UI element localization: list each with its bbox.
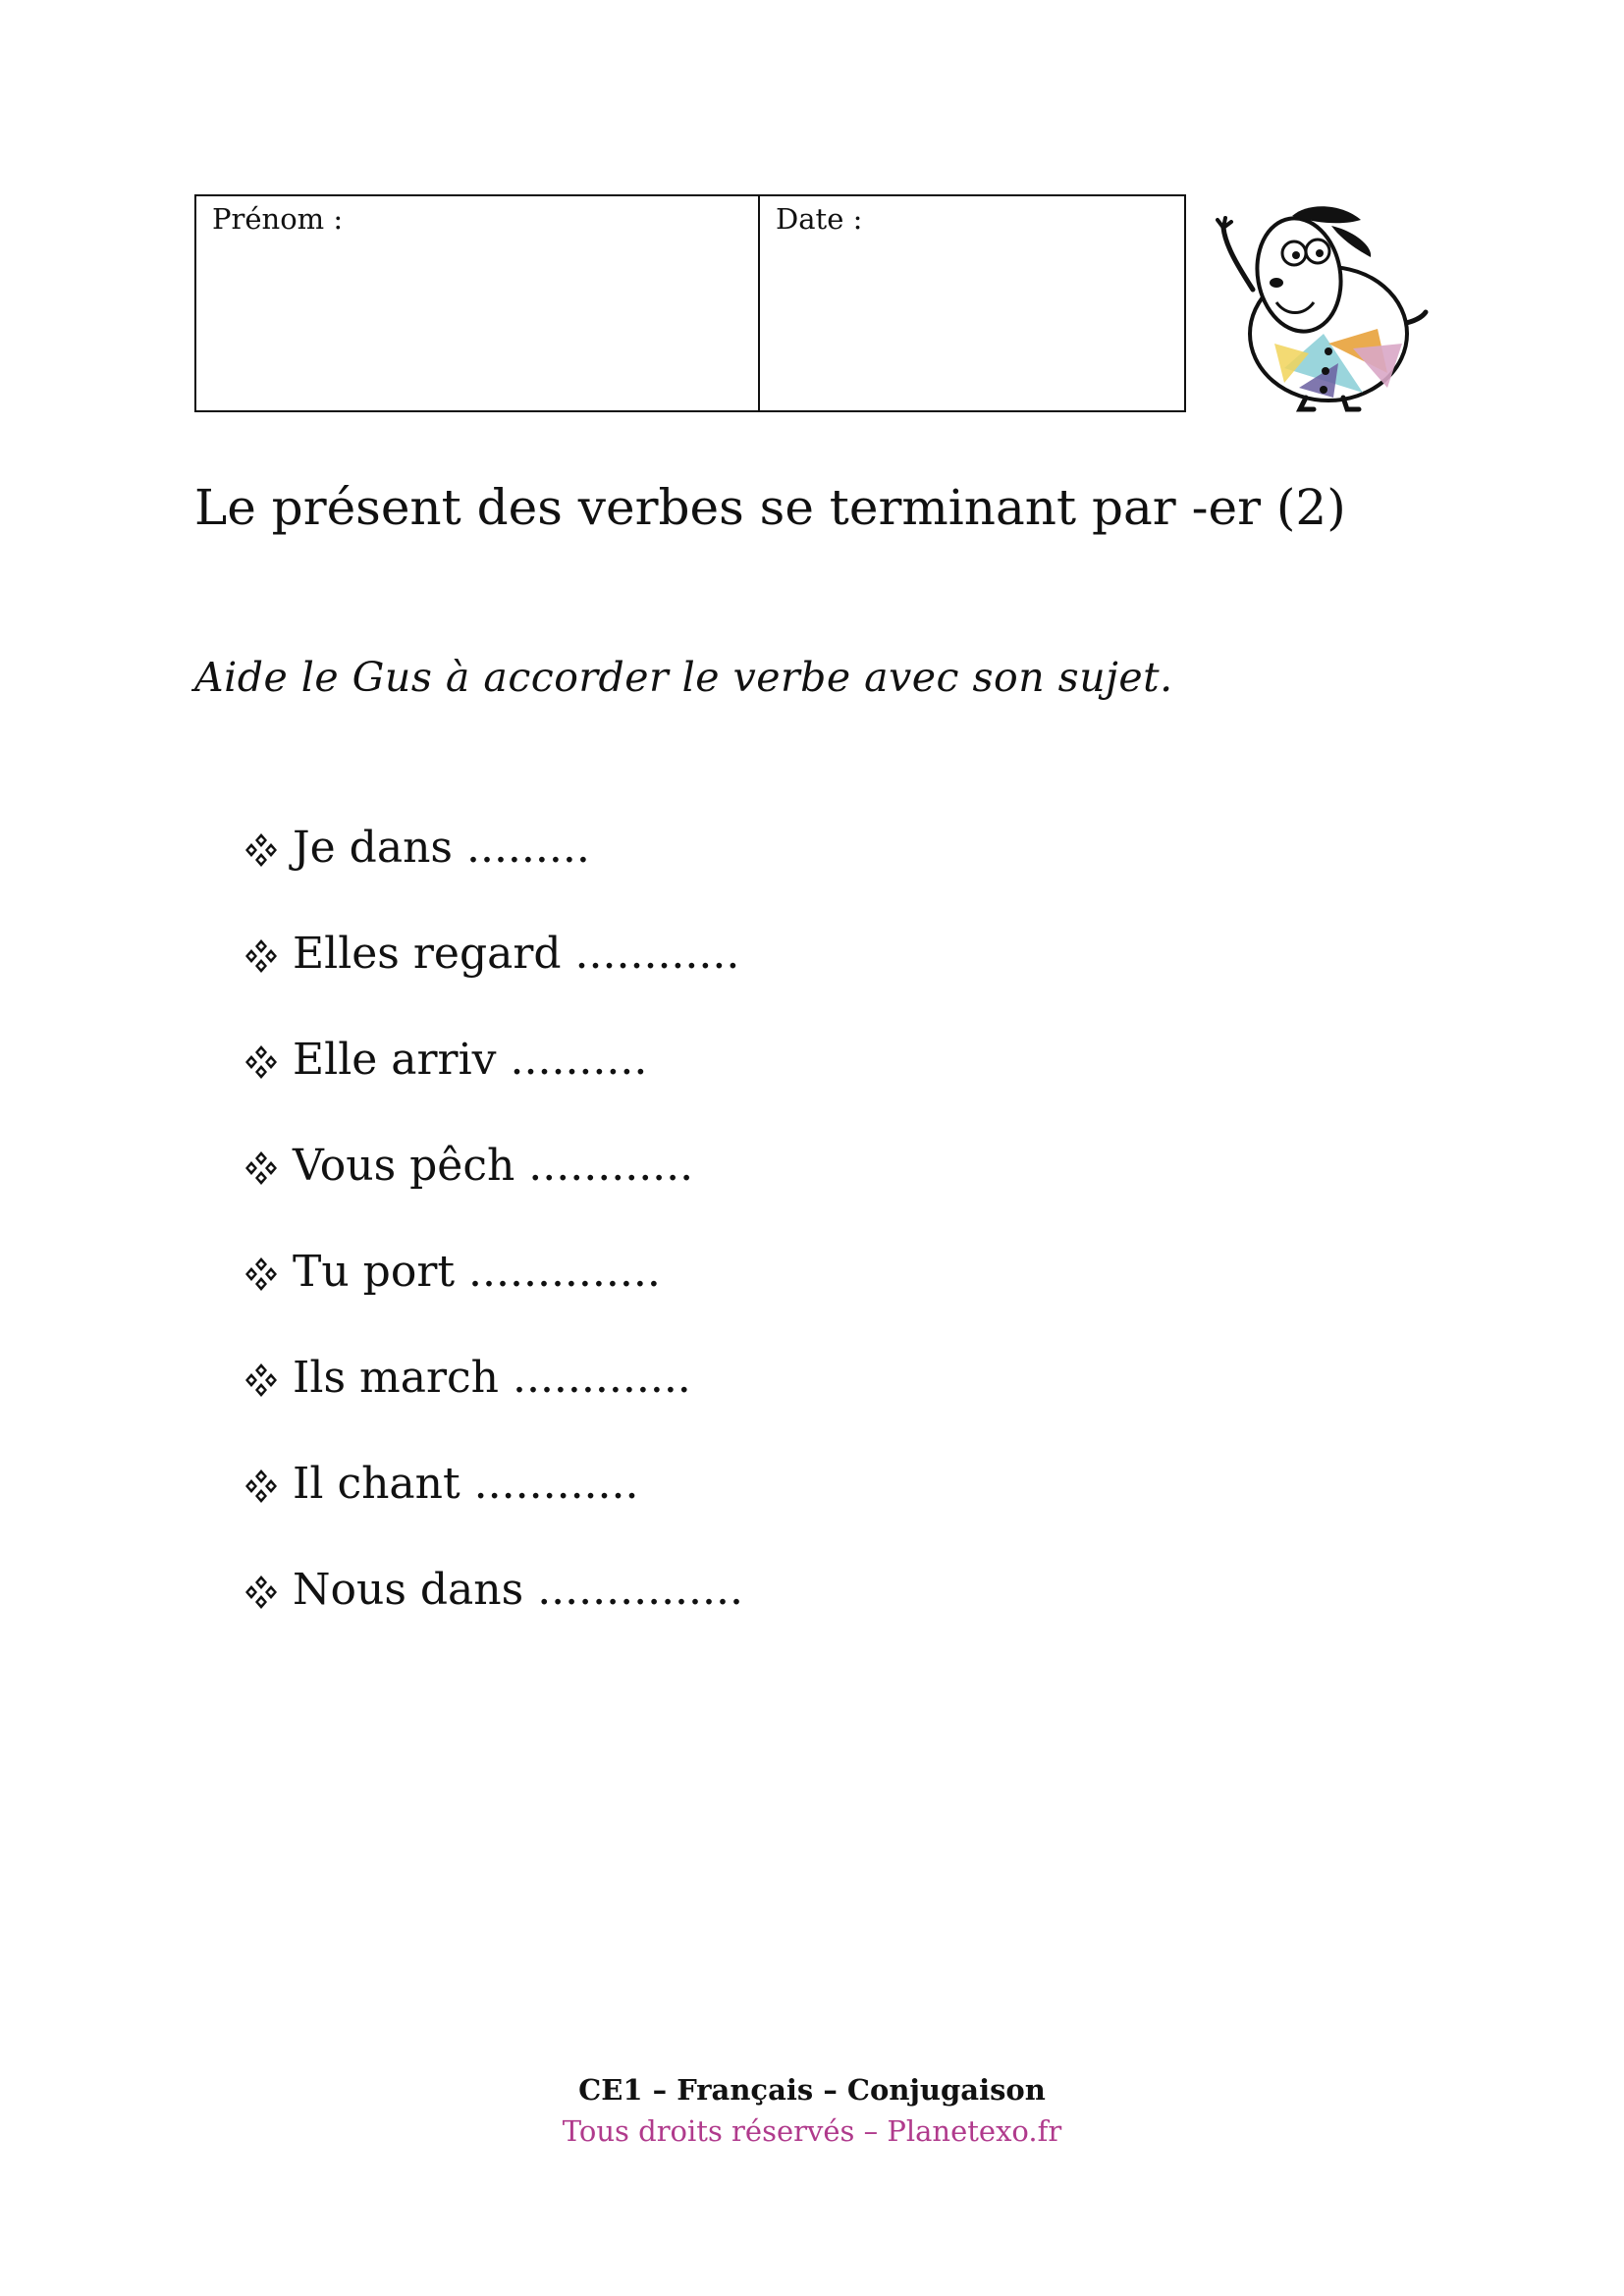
exercise-item[interactable] [244, 1035, 743, 1141]
four-diamond-bullet-icon [244, 1573, 293, 1616]
four-diamond-bullet-icon [244, 1467, 293, 1510]
four-diamond-bullet-icon [244, 936, 293, 980]
exercise-text: Elles regard ............ [293, 929, 740, 979]
name-label: Prénom : [212, 202, 344, 236]
exercise-item[interactable] [244, 1353, 743, 1459]
exercise-text: Elle arriv .......... [293, 1035, 648, 1085]
footer-course: CE1 – Français – Conjugaison [578, 2073, 1046, 2107]
exercise-text: Il chant ............ [293, 1459, 639, 1509]
exercise-instruction: Aide le Gus à accorder le verbe avec son sujet. [194, 654, 1173, 701]
student-info-box [194, 194, 1186, 412]
exercise-item[interactable] [244, 1565, 743, 1671]
exercise-text: Vous pêch ............ [293, 1141, 694, 1191]
exercise-text: Ils march ............. [293, 1353, 691, 1403]
exercise-list [244, 823, 743, 1671]
exercise-item[interactable] [244, 1459, 743, 1565]
four-diamond-bullet-icon [244, 1361, 293, 1404]
exercise-item[interactable] [244, 1141, 743, 1247]
exercise-text: Nous dans ............... [293, 1565, 743, 1615]
name-cell[interactable] [196, 196, 760, 410]
four-diamond-bullet-icon [244, 1255, 293, 1298]
date-cell[interactable] [760, 196, 1184, 410]
exercise-item[interactable] [244, 929, 743, 1035]
exercise-text: Je dans ......... [293, 823, 590, 873]
four-diamond-bullet-icon [244, 1042, 293, 1086]
exercise-text: Tu port .............. [293, 1247, 661, 1297]
footer-rights: Tous droits réservés – Planetexo.fr [562, 2114, 1062, 2148]
exercise-item[interactable] [244, 823, 743, 929]
exercise-item[interactable] [244, 1247, 743, 1353]
four-diamond-bullet-icon [244, 830, 293, 874]
four-diamond-bullet-icon [244, 1148, 293, 1192]
date-label: Date : [776, 202, 863, 236]
cartoon-sheep-mascot-icon [1216, 196, 1432, 417]
page-title: Le présent des verbes se terminant par -er (2) [194, 479, 1346, 536]
